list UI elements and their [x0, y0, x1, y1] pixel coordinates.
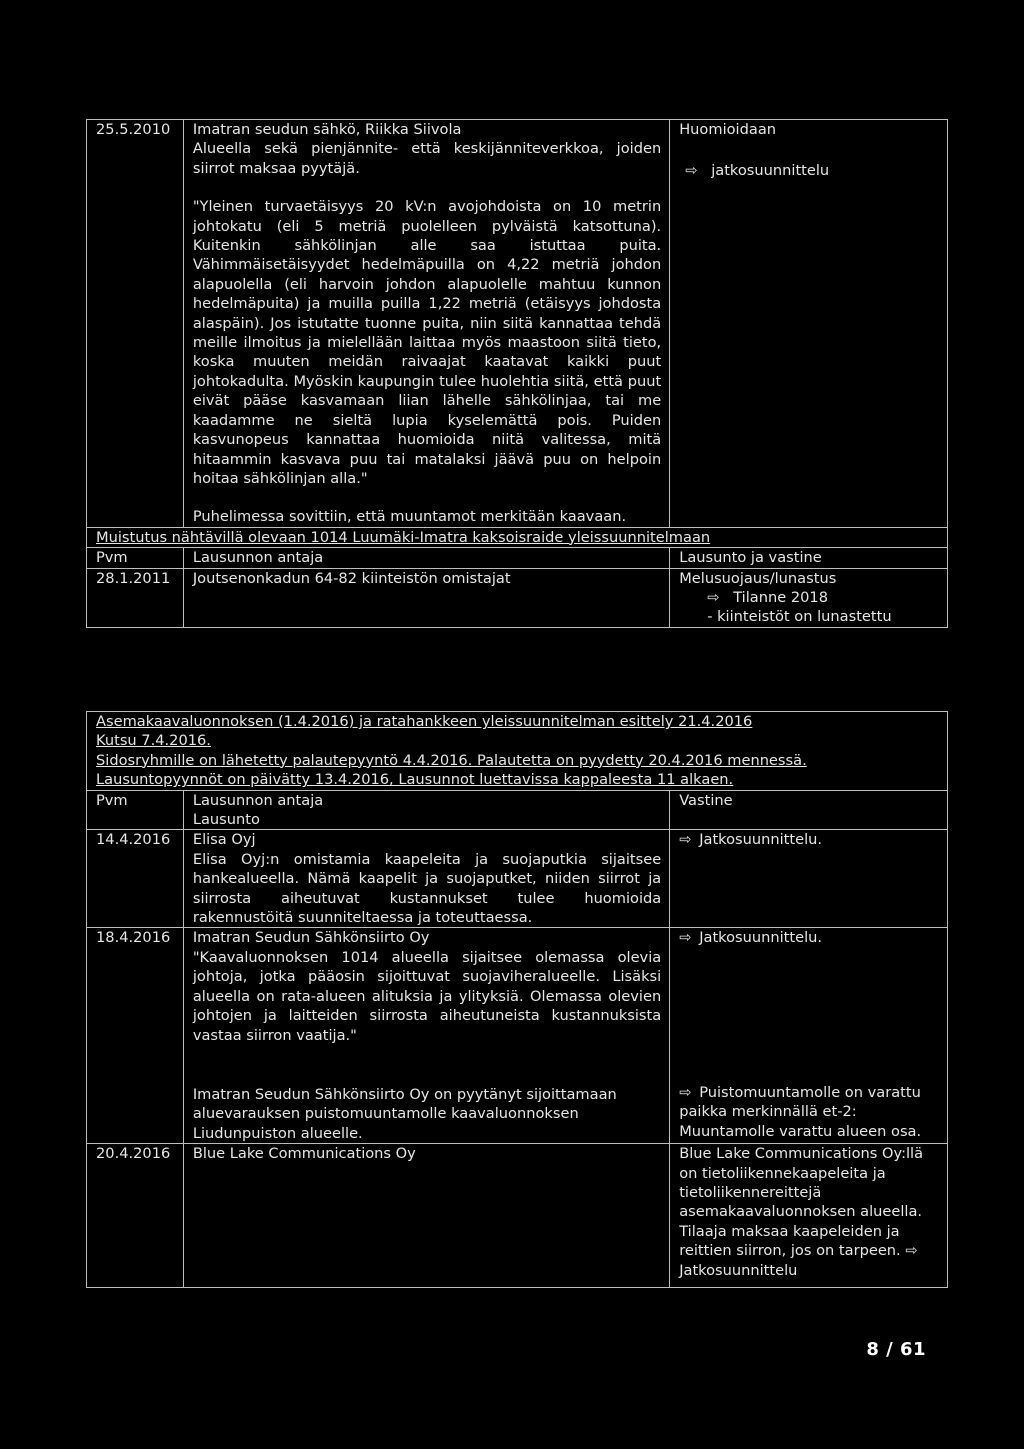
response-item: Tilanne 2018	[733, 588, 828, 606]
sender: Blue Lake Communications Oy	[183, 1144, 669, 1288]
section-heading	[87, 712, 948, 791]
table-row	[87, 1144, 948, 1288]
heading-line: Kutsu 7.4.2016.	[96, 732, 211, 750]
response-title: Huomioidaan	[679, 121, 777, 138]
date-cell: 25.5.2010	[87, 120, 184, 528]
header-date: Pvm	[87, 548, 184, 568]
sender: Joutsenonkadun 64-82 kiinteistön omistajat	[183, 568, 669, 627]
date-cell: 18.4.2016	[87, 928, 184, 1144]
heading-line: Lausuntopyynnöt on päivätty 13.4.2016, Lausunnot luettavissa kappaleesta 11 alkaen.	[96, 771, 734, 789]
date-cell: 14.4.2016	[87, 830, 184, 928]
response-cell	[670, 120, 948, 528]
response-item: jatkosuunnittelu	[711, 162, 830, 180]
table-row	[87, 527, 948, 547]
date-cell: 28.1.2011	[87, 568, 184, 627]
statement-text: Imatran Seudun Sähkönsiirto Oy on pyytänyt sijoittamaan aluevarauksen puistomuuntamolle kaavaluonnoksen Liudunpuiston alueelle.	[192, 1085, 617, 1142]
table-row	[87, 830, 948, 928]
statement-text: Alueella sekä pienjännite- että keskijänniteverkkoa, joiden siirrot maksaa pyytäjä.	[192, 140, 662, 177]
statement-cell	[183, 120, 669, 528]
right-arrow-icon: ⇨	[707, 588, 720, 606]
section-title: Muistutus nähtävillä olevaan 1014 Luumäki-Imatra kaksoisraide yleissuunnitelmaan	[87, 527, 948, 547]
heading-line: Sidosryhmille on lähetetty palautepyyntö 4.4.2016. Palautetta on pyydetty 20.4.2016 mennessä.	[96, 751, 807, 769]
statement-cell	[183, 830, 669, 928]
date-cell: 20.4.2016	[87, 1144, 184, 1288]
table-row	[87, 712, 948, 791]
response-item: Jatkosuunnittelu.	[699, 929, 823, 947]
header-statement-label: Lausunto	[192, 811, 260, 829]
response-note: - kiinteistöt on lunastettu	[707, 608, 892, 626]
sender: Imatran Seudun Sähkönsiirto Oy	[192, 929, 430, 947]
response-cell	[670, 830, 948, 928]
statement-quote: "Kaavaluonnoksen 1014 alueella sijaitsee olemassa olevia johtoja, jotka pääosin sijoittuvat suojaviheralueelle. Lisäksi alueella on rata-alueen alituksia ja ylityksiä. Olemassa olevien johtojen ja laitteiden siirrosta aiheutuneista kustannuksista vastaa siirron vaatija."	[192, 948, 662, 1044]
header-sender	[183, 790, 669, 830]
header-date: Pvm	[87, 790, 184, 830]
sender: Elisa Oyj	[192, 831, 256, 849]
header-response: Lausunto ja vastine	[670, 548, 948, 568]
response-item: Jatkosuunnittelu.	[699, 831, 823, 849]
right-arrow-icon: ⇨	[685, 162, 698, 180]
statement-quote: "Yleinen turvaetäisyys 20 kV:n avojohdoista on 10 metrin johtokatu (eli 5 metriä puolelleen pylväistä katsottuna). Kuitenkin sähkölinjan alle saa istuttaa puita. Vähimmäisetäisyydet hedelmäpuilla on 4,22 metriä johdon alapuolella (eli harvoin johdon alapuolelle mahtuu kunnon hedelmäpuita) ja muilla puilla 1,22 metriä (etäisyys johdosta alaspäin). Jos istutatte tuonne puita, niin siitä kannattaa tehdä meille ilmoitus ja mielellään laittaa myös maastoon siitä tieto, koska muuten meidän raivaajat kaatavat kaikki puut johtokadulta. Myöskin kaupungin tulee huolehtia siitä, että puut eivät pääse kasvamaan liian lähelle sähkölinjaa, tai me kaadamme ne sieltä lupia kyselemättä pois. Puiden kasvunopeus kannattaa huomioida niitä valitessa, mitä hitaammin kasvava puu tai matalaksi jäävä puu on helpoin hoitaa sähkölinjan alla."	[192, 198, 662, 487]
right-arrow-icon: ⇨	[679, 1083, 692, 1101]
response-item: Puistomuuntamolle on varattu paikka merkinnällä et-2: Muuntamolle varattu alueen osa.	[679, 1083, 922, 1140]
header-response: Vastine	[670, 790, 948, 830]
page-number: 8 / 61	[866, 1339, 926, 1360]
right-arrow-icon: ⇨	[679, 831, 692, 849]
response-cell	[670, 1144, 948, 1288]
table-row	[87, 568, 948, 627]
table-header-row	[87, 548, 948, 568]
table-row	[87, 928, 948, 1144]
table-row	[87, 120, 948, 528]
response-cell	[670, 568, 948, 627]
right-arrow-icon: ⇨	[905, 1242, 918, 1260]
statement-text: Puhelimessa sovittiin, että muuntamot merkitään kaavaan.	[192, 508, 627, 526]
table-header-row	[87, 790, 948, 830]
response-item: Jatkosuunnittelu	[679, 1261, 798, 1279]
feedback-table-2016	[86, 711, 948, 1288]
header-sender-label: Lausunnon antaja	[192, 791, 324, 809]
header-sender: Lausunnon antaja	[183, 548, 669, 568]
response-cell	[670, 928, 948, 1144]
response-title: Melusuojaus/lunastus	[679, 569, 837, 587]
response-text: Blue Lake Communications Oy:llä on tietoliikennekaapeleita ja tietoliikennereittejä asemakaavaluonnoksen alueella. Tilaaja maksaa kaapeleiden ja reittien siirron, jos on tarpeen.	[679, 1145, 924, 1260]
feedback-table-2010	[86, 119, 948, 628]
statement-text: Elisa Oyj:n omistamia kaapeleita ja suojaputkia sijaitsee hankealueella. Nämä kaapelit ja suojaputket, niiden siirrot ja siirrosta aiheutuvat kustannukset tulee huomioida rakennustöitä suunniteltaessa ja toteuttaessa.	[192, 850, 662, 927]
statement-cell	[183, 928, 669, 1144]
right-arrow-icon: ⇨	[679, 929, 692, 947]
sender: Imatran seudun sähkö, Riikka Siivola	[192, 121, 462, 138]
heading-line: Asemakaavaluonnoksen (1.4.2016) ja ratahankkeen yleissuunnitelman esittely 21.4.2016	[96, 713, 753, 730]
